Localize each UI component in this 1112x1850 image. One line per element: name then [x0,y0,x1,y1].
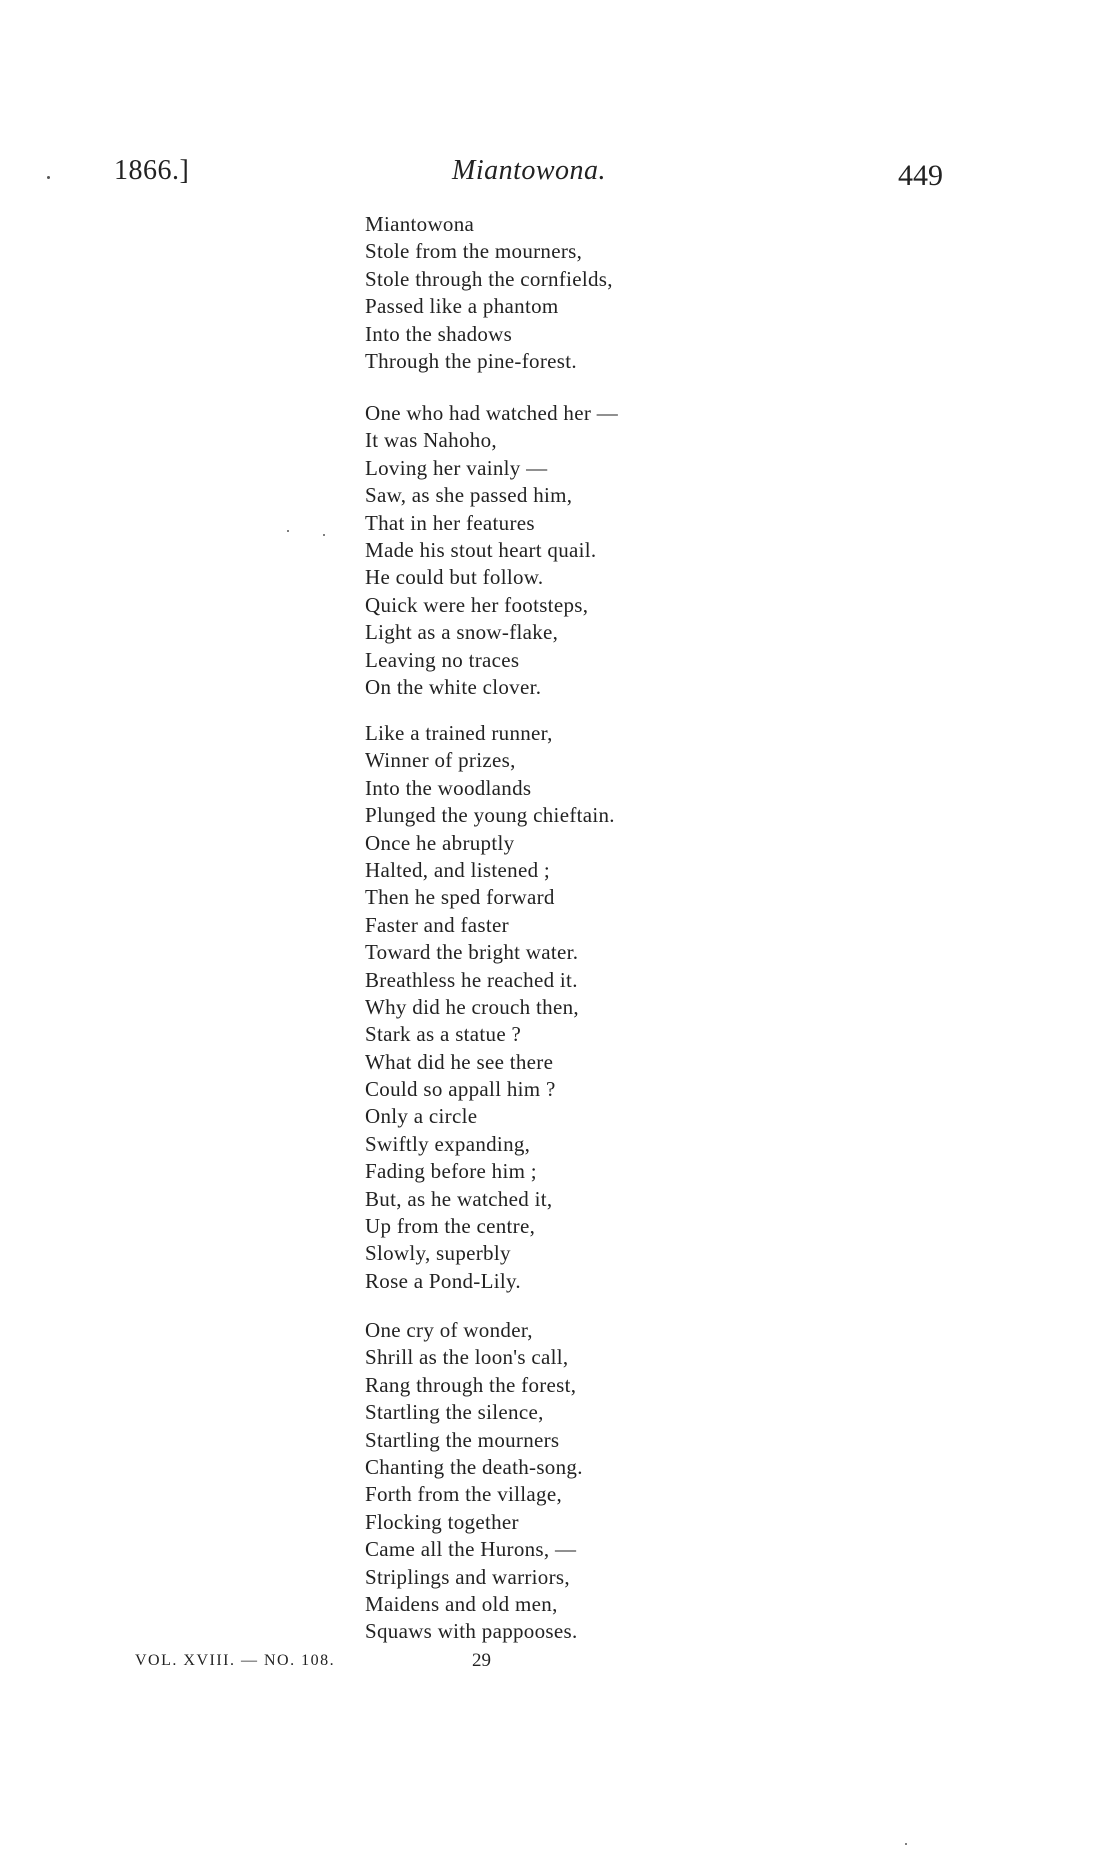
poem-stanza-4 [365,1317,583,1646]
poem-line: Faster and faster [365,912,509,937]
poem-line: Striplings and warriors, [365,1564,570,1589]
volume-signature: VOL. XVIII. — NO. 108. [135,1652,336,1669]
poem-line: Loving her vainly — [365,455,548,480]
poem-line: Rose a Pond-Lily. [365,1268,521,1293]
poem-line: But, as he watched it, [365,1186,553,1211]
poem-line: Breathless he reached it. [365,967,578,992]
poem-line: Light as a snow-flake, [365,620,559,645]
poem-stanza-3 [365,720,615,1295]
poem-line: Stole from the mourners, [365,239,583,264]
poem-line: Leaving no traces [365,647,520,672]
poem-line: Swiftly expanding, [365,1131,531,1156]
scan-speck [905,1843,907,1845]
poem-line: Could so appall him ? [365,1077,556,1102]
scan-speck [47,176,50,179]
poem-line: Shrill as the loon's call, [365,1345,569,1370]
poem-line: Up from the centre, [365,1214,536,1239]
poem-line: Fading before him ; [365,1159,537,1184]
poem-line: Into the woodlands [365,775,532,800]
poem-line: What did he see there [365,1049,554,1074]
poem-line: Slowly, superbly [365,1241,511,1266]
poem-line: Like a trained runner, [365,721,553,745]
scan-speck [287,530,289,532]
poem-line: Flocking together [365,1509,519,1534]
poem-line: Winner of prizes, [365,748,516,773]
poem-line: Only a circle [365,1104,478,1129]
poem-line: Through the pine-forest. [365,348,577,373]
poem-line: Miantowona [365,212,475,236]
poem-line: One cry of wonder, [365,1318,533,1342]
poem-stanza-1 [365,211,613,375]
signature-folio: 29 [472,1650,491,1671]
poem-line: Stole through the cornfields, [365,266,613,291]
poem-line: Startling the mourners [365,1427,560,1452]
poem-line: Passed like a phantom [365,294,559,319]
poem-line: Quick were her footsteps, [365,592,589,617]
poem-line: Squaws with pappooses. [365,1619,578,1644]
poem-stanza-2 [365,400,618,701]
page-number: 449 [898,159,943,192]
poem-line: He could but follow. [365,565,544,590]
poem-line: Then he sped forward [365,885,555,910]
poem-line: Startling the silence, [365,1400,544,1425]
scan-speck [323,534,325,536]
poem-line: Plunged the young chieftain. [365,803,615,828]
poem-line: Into the shadows [365,321,513,346]
running-head [0,155,1112,195]
running-head-year: 1866.] [114,155,190,186]
page-footer [0,1648,1112,1678]
poem-line: Saw, as she passed him, [365,483,573,508]
poem-line: On the white clover. [365,674,542,699]
poem-line: Maidens and old men, [365,1591,558,1616]
running-head-title: Miantowona. [452,155,607,186]
poem-line: Forth from the village, [365,1482,563,1507]
poem-line: One who had watched her — [365,401,618,425]
poem-line: That in her features [365,510,535,535]
poem-line: Why did he crouch then, [365,994,579,1019]
poem-line: Toward the bright water. [365,940,579,965]
poem-line: Made his stout heart quail. [365,537,597,562]
poem-line: Stark as a statue ? [365,1022,522,1047]
poem-line: Halted, and listened ; [365,857,551,882]
poem-line: Rang through the forest, [365,1372,577,1397]
poem-line: It was Nahoho, [365,428,497,453]
poem-line: Chanting the death-song. [365,1454,583,1479]
poem-line: Came all the Hurons, — [365,1537,577,1562]
poem-line: Once he abruptly [365,830,515,855]
